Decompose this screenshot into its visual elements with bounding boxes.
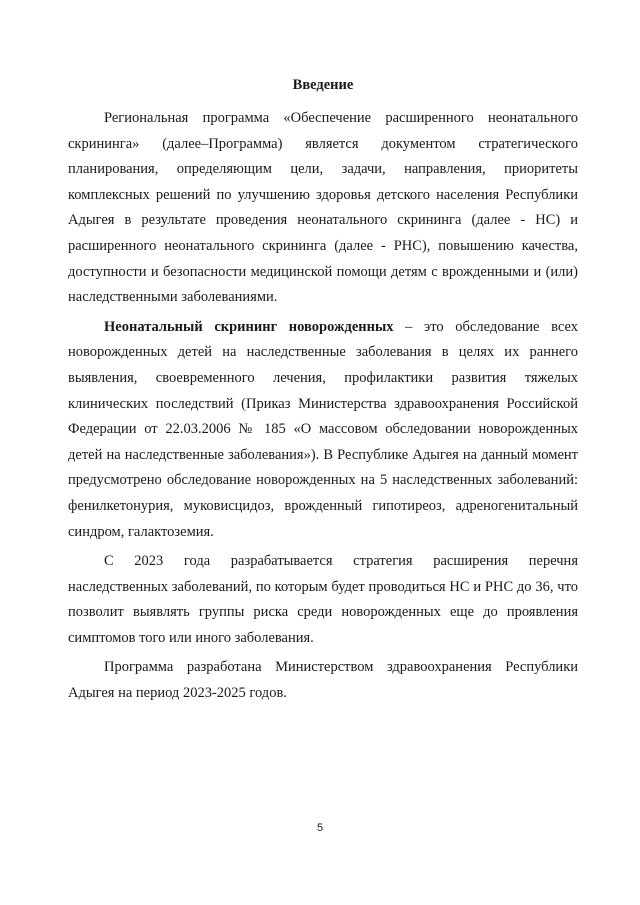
section-heading: Введение <box>292 77 354 93</box>
paragraph-expansion-strategy: С 2023 года разрабатывается стратегия расширения перечня наследственных заболеваний, по которым будет проводиться НС и РНС до 36, что позволит выявлять группы риска среди новорожденных еще до проявления симптомов того или иного заболевания. <box>68 553 578 646</box>
document-body <box>68 76 578 711</box>
screening-definition-text: – это обследование всех новорожденных детей на наследственные заболевания в целях их раннего выявления, своевременного лечения, профилактики развития тяжелых клинических последствий (Приказ Министерства здравоохранения Российской Федерации от 22.03.2006 № 185 «О массовом обследовании новорожденных детей на наследственные заболевания»). В Республике Адыгея на данный момент предусмотрено обследование новорожденных на 5 наследственных заболеваний: фенилкетонурия, муковисцидоз, врожденный гипотиреоз, адреногенитальный синдром, галактоземия. <box>68 318 578 540</box>
screening-term: Неонатальный скрининг новорожденных <box>104 318 394 335</box>
paragraph-screening-definition <box>68 315 578 545</box>
page-number: 5 <box>316 822 324 834</box>
paragraph-program-period: Программа разработана Министерством здравоохранения Республики Адыгея на период 2023-2025 годов. <box>68 659 578 702</box>
paragraph-program-definition: Региональная программа «Обеспечение расширенного неонатального скрининга» (далее–Программа) является документом стратегического планирования, определяющим цели, задачи, направления, приоритеты комплексных решений по улучшению здоровья детского населения Республики Адыгея в результате проведения неонатального скрининга (далее - НС) и расширенного неонатального скрининга (далее - РНС), повышению качества, доступности и безопасности медицинской помощи детям с врожденными и (или) наследственными заболеваниями. <box>68 110 578 306</box>
